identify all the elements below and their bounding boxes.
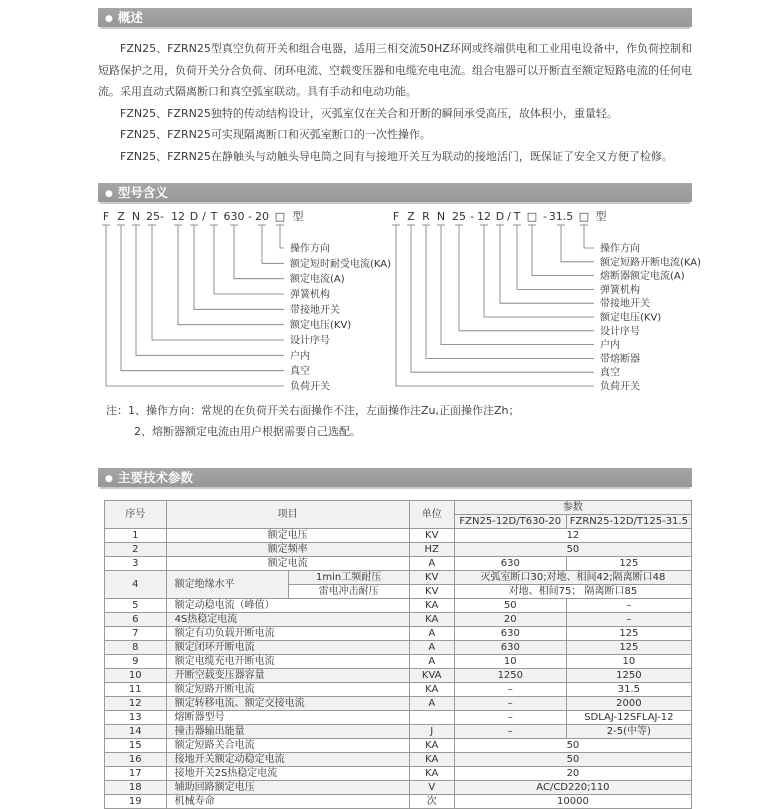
model-token: - xyxy=(543,210,547,223)
cell-value: 50 xyxy=(454,753,691,767)
cell-item: 接地开关2S热稳定电流 xyxy=(166,767,409,781)
connector-line xyxy=(517,225,594,289)
cell-item: 额定转移电流、额定交接电流 xyxy=(166,697,409,711)
cell-value: 125 xyxy=(566,627,691,641)
cell-no: 19 xyxy=(105,795,167,809)
cell-item: 额定频率 xyxy=(166,543,409,557)
cell-subitem: 1min工频耐压 xyxy=(288,571,409,585)
diagram-label: 额定电压(KV) xyxy=(290,320,352,332)
diagram-label: 带接地开关 xyxy=(290,304,340,316)
cell-subitem: 雷电冲击耐压 xyxy=(288,585,409,599)
cell-no: 9 xyxy=(105,655,167,669)
model-token: Z xyxy=(407,210,415,223)
connector-line xyxy=(426,225,594,358)
cell-item: 熔断器型号 xyxy=(166,711,409,725)
connector-line xyxy=(500,225,594,303)
table-row xyxy=(105,739,692,753)
overview-text-block xyxy=(98,38,692,167)
model-token: 25- xyxy=(146,210,164,223)
diagram-label: 户内 xyxy=(290,350,310,362)
header-cell-model1: FZN25-12D/T630-20 xyxy=(454,515,566,529)
model-token: 12 xyxy=(477,210,491,223)
cell-unit: KVA xyxy=(409,669,454,683)
cell-value: 50 xyxy=(454,739,691,753)
cell-value: 50 xyxy=(454,543,691,557)
cell-value: 31.5 xyxy=(566,683,691,697)
connector-line xyxy=(584,225,594,248)
section-header-overview xyxy=(98,8,692,27)
cell-unit: KA xyxy=(409,753,454,767)
cell-value: 20 xyxy=(454,613,566,627)
model-diagram-fzrn25 xyxy=(388,206,702,396)
params-table-body xyxy=(105,529,692,809)
model-token: D xyxy=(495,210,505,223)
table-row xyxy=(105,697,692,711)
diagram-label: 真空 xyxy=(290,366,310,378)
cell-value: – xyxy=(566,599,691,613)
connector-line xyxy=(441,225,594,345)
diagram-label: 额定短路开断电流(KA) xyxy=(600,257,702,269)
header-cell-unit: 单位 xyxy=(409,501,454,529)
diagram-label: 弹簧机构 xyxy=(600,284,640,296)
bullet-icon: ● xyxy=(105,14,113,24)
document-page xyxy=(98,0,702,809)
table-row xyxy=(105,543,692,557)
cell-value: 10 xyxy=(454,655,566,669)
cell-no: 12 xyxy=(105,697,167,711)
connector-line xyxy=(561,225,594,262)
model-token: D xyxy=(189,210,199,223)
table-row xyxy=(105,781,692,795)
table-row xyxy=(105,753,692,767)
model-token: / xyxy=(507,210,511,223)
cell-item: 接地开关额定动稳定电流 xyxy=(166,753,409,767)
cell-no: 15 xyxy=(105,739,167,753)
overview-paragraph: FZN25、FZRN25可实现隔离断口和灭弧室断口的一次性操作。 xyxy=(120,128,431,141)
cell-item: 额定电压 xyxy=(166,529,409,543)
model-token: 25 xyxy=(452,210,466,223)
cell-item: 4S热稳定电流 xyxy=(166,613,409,627)
cell-no: 10 xyxy=(105,669,167,683)
cell-value: – xyxy=(566,613,691,627)
cell-unit: J xyxy=(409,725,454,739)
model-token: 20 xyxy=(255,210,269,223)
cell-no: 17 xyxy=(105,767,167,781)
cell-value: – xyxy=(454,697,566,711)
diagram-label: 弹簧机构 xyxy=(290,289,330,301)
diagram-label: 户内 xyxy=(600,340,620,352)
model-token: □ xyxy=(578,210,590,223)
diagram-label: 带熔断器 xyxy=(600,353,640,365)
cell-item: 额定电流 xyxy=(166,557,409,571)
cell-value: 10000 xyxy=(454,795,691,809)
cell-no: 18 xyxy=(105,781,167,795)
model-token: F xyxy=(102,210,110,223)
overview-section-title: 概述 xyxy=(117,10,143,25)
connector-line xyxy=(214,225,284,294)
model-token: T xyxy=(210,210,218,223)
model-token: R xyxy=(422,210,430,223)
diagram-label: 带接地开关 xyxy=(600,298,650,310)
cell-unit: KV xyxy=(409,571,454,585)
cell-no: 14 xyxy=(105,725,167,739)
table-header-row xyxy=(105,501,692,515)
cell-item: 额定有功负载开断电流 xyxy=(166,627,409,641)
model-token: N xyxy=(131,210,141,223)
params-table xyxy=(104,500,692,809)
table-row xyxy=(105,557,692,571)
cell-value: 125 xyxy=(566,557,691,571)
diagram-label: 熔断器额定电流(A) xyxy=(600,271,685,283)
model-token: - xyxy=(248,210,252,223)
diagram-label: 负荷开关 xyxy=(600,381,640,393)
cell-no: 16 xyxy=(105,753,167,767)
connector-line xyxy=(411,225,594,372)
cell-no: 3 xyxy=(105,557,167,571)
model-section-title: 型号含义 xyxy=(117,185,168,200)
table-row xyxy=(105,711,692,725)
cell-value: SDLAJ-12SFLAJ-12 xyxy=(566,711,691,725)
table-row xyxy=(105,683,692,697)
cell-value: 630 xyxy=(454,627,566,641)
cell-no: 1 xyxy=(105,529,167,543)
diagram-label: 额定电流(A) xyxy=(290,274,345,286)
cell-value: 125 xyxy=(566,641,691,655)
diagram-label: 真空 xyxy=(600,367,620,379)
connector-line xyxy=(532,225,594,276)
section-header-params xyxy=(98,468,692,487)
cell-unit: KA xyxy=(409,767,454,781)
cell-unit: KV xyxy=(409,585,454,599)
cell-value: 50 xyxy=(454,599,566,613)
connector-line xyxy=(106,225,284,386)
header-cell-no: 序号 xyxy=(105,501,167,529)
table-row xyxy=(105,627,692,641)
cell-no: 2 xyxy=(105,543,167,557)
table-row xyxy=(105,767,692,781)
diagram-label: 操作方向 xyxy=(600,243,640,255)
table-row xyxy=(105,795,692,809)
model-token: 型 xyxy=(595,210,607,223)
model-diagrams xyxy=(98,206,702,396)
cell-value: 1250 xyxy=(454,669,566,683)
cell-unit: A xyxy=(409,641,454,655)
cell-value: 630 xyxy=(454,557,566,571)
cell-unit: HZ xyxy=(409,543,454,557)
cell-value: 1250 xyxy=(566,669,691,683)
cell-no: 5 xyxy=(105,599,167,613)
cell-value: 20 xyxy=(454,767,691,781)
cell-item: 机械寿命 xyxy=(166,795,409,809)
model-token: 12 xyxy=(171,210,185,223)
cell-item: 撞击器输出能量 xyxy=(166,725,409,739)
header-cell-params: 参数 xyxy=(454,501,691,515)
connector-line xyxy=(234,225,284,279)
model-token: 31.5 xyxy=(548,210,574,223)
cell-item: 额定短路关合电流 xyxy=(166,739,409,753)
model-token: 630 xyxy=(223,210,245,223)
overview-paragraph: FZN25、FZRN25独特的传动结构设计，灭弧室仅在关合和开断的瞬间承受高压，故体积小，重量轻。 xyxy=(120,106,618,120)
overview-paragraph: FZN25、FZRN25型真空负荷开关和组合电器，适用三相交流50HZ环网或终端供电和工业用电设备中，作负荷控制和短路保护之用，负荷开关分合负荷、闭环电流、空载变压器和电缆充电电流。组合电器可以开断直至额定短路电流的任何电流。采用直动式隔离断口和真空弧室联动。具有手动和电动功能。 xyxy=(98,42,692,98)
note-line: 2、熔断器额定电流由用户根据需要自己选配。 xyxy=(134,425,361,438)
connector-line xyxy=(280,225,284,248)
overview-paragraph: FZN25、FZRN25在静触头与动触头导电筒之间有与接地开关互为联动的接地活门，既保证了安全又方便了检修。 xyxy=(120,149,673,163)
cell-item: 额定绝缘水平 xyxy=(166,571,288,599)
cell-unit: KV xyxy=(409,529,454,543)
model-diagram-fzn25 xyxy=(98,206,392,396)
model-token: T xyxy=(513,210,521,223)
cell-item: 额定短路开断电流 xyxy=(166,683,409,697)
header-cell-model2: FZRN25-12D/T125-31.5 xyxy=(566,515,691,529)
bullet-icon: ● xyxy=(105,474,113,484)
connector-line xyxy=(194,225,284,309)
diagram-label: 额定短时耐受电流(KA) xyxy=(290,258,392,270)
cell-value: – xyxy=(454,725,566,739)
cell-item: 额定动稳电流（峰值） xyxy=(166,599,409,613)
model-notes xyxy=(98,400,692,442)
cell-value: AC/CD220;110 xyxy=(454,781,691,795)
cell-unit: A xyxy=(409,557,454,571)
connector-line xyxy=(121,225,284,371)
cell-unit: A xyxy=(409,627,454,641)
model-token: □ xyxy=(526,210,538,223)
cell-no: 4 xyxy=(105,571,167,599)
section-header-model xyxy=(98,183,692,202)
diagram-label: 额定电压(KV) xyxy=(600,312,662,324)
table-row xyxy=(105,613,692,627)
params-section-title: 主要技术参数 xyxy=(117,470,193,485)
model-token: □ xyxy=(274,210,286,223)
diagram-label: 设计序号 xyxy=(290,335,330,347)
params-table-head xyxy=(105,501,692,529)
model-token: N xyxy=(436,210,446,223)
table-row xyxy=(105,529,692,543)
cell-no: 8 xyxy=(105,641,167,655)
connector-line xyxy=(152,225,284,340)
cell-value: 2-5(中等) xyxy=(566,725,691,739)
cell-unit: KA xyxy=(409,599,454,613)
table-row xyxy=(105,599,692,613)
cell-value: 2000 xyxy=(566,697,691,711)
cell-value: – xyxy=(454,711,566,725)
cell-unit: A xyxy=(409,655,454,669)
cell-value: 630 xyxy=(454,641,566,655)
connector-line xyxy=(262,225,284,263)
cell-no: 13 xyxy=(105,711,167,725)
diagram-label: 设计序号 xyxy=(600,326,640,338)
cell-item: 额定电缆充电开断电流 xyxy=(166,655,409,669)
cell-item: 辅助回路额定电压 xyxy=(166,781,409,795)
cell-item: 额定闭环开断电流 xyxy=(166,641,409,655)
cell-unit: KA xyxy=(409,613,454,627)
bullet-icon: ● xyxy=(105,189,113,199)
model-token: - xyxy=(470,210,474,223)
cell-unit xyxy=(409,711,454,725)
cell-value: 灭弧室断口30;对地、相间42;隔离断口48 xyxy=(454,571,691,585)
cell-no: 6 xyxy=(105,613,167,627)
model-token: 型 xyxy=(292,210,304,223)
cell-value: 对地、相间75； 隔离断口85 xyxy=(454,585,691,599)
cell-no: 7 xyxy=(105,627,167,641)
table-row xyxy=(105,655,692,669)
table-row xyxy=(105,571,692,585)
cell-unit: 次 xyxy=(409,795,454,809)
cell-value: 12 xyxy=(454,529,691,543)
header-cell-item: 项目 xyxy=(166,501,409,529)
cell-no: 11 xyxy=(105,683,167,697)
model-token: F xyxy=(392,210,400,223)
table-row xyxy=(105,641,692,655)
cell-unit: A xyxy=(409,697,454,711)
diagram-label: 负荷开关 xyxy=(290,381,330,393)
cell-item: 开断空载变压器容量 xyxy=(166,669,409,683)
diagram-label: 操作方向 xyxy=(290,243,330,255)
cell-unit: V xyxy=(409,781,454,795)
model-token: / xyxy=(202,210,206,223)
cell-unit: KA xyxy=(409,683,454,697)
table-row xyxy=(105,669,692,683)
table-row xyxy=(105,725,692,739)
cell-value: – xyxy=(454,683,566,697)
note-line: 注：1、操作方向：常规的在负荷开关右面操作不注，左面操作注Zu,正面操作注Zh； xyxy=(106,404,520,417)
connector-line xyxy=(459,225,594,331)
cell-value: 10 xyxy=(566,655,691,669)
model-token: Z xyxy=(117,210,125,223)
cell-unit: KA xyxy=(409,739,454,753)
